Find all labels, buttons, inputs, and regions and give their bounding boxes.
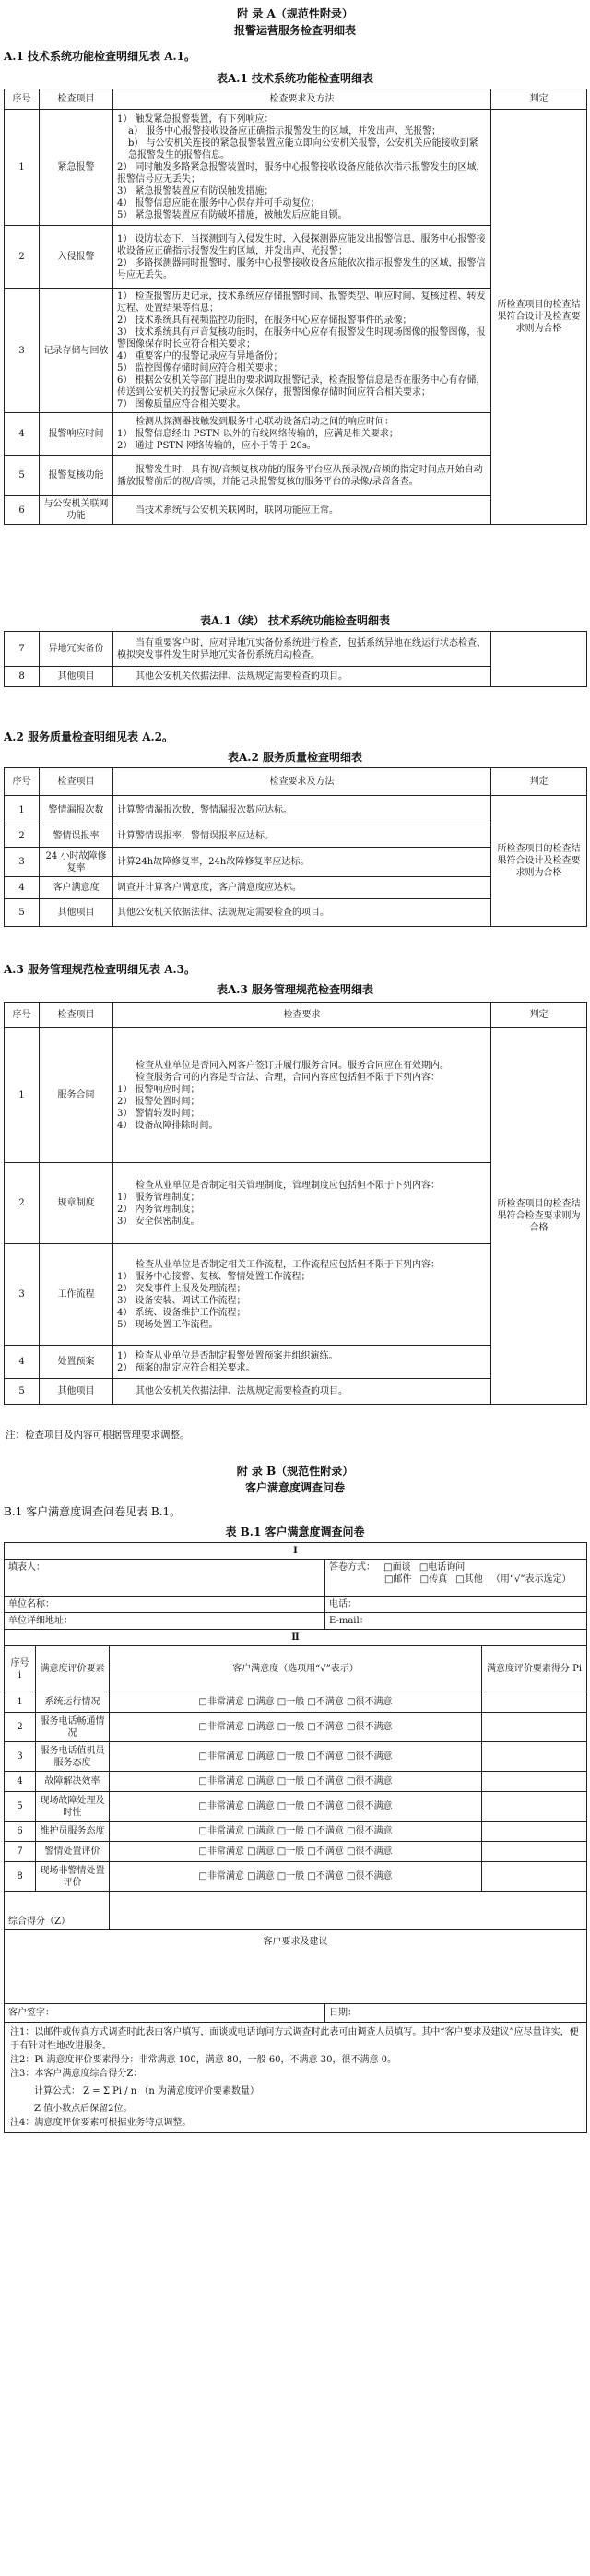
table-row: 1 警情漏报次数 计算警情漏报次数，警情漏报次数应达标。 所检查项目的检查结果符合设计及检查要求则为合格	[5, 796, 587, 825]
table-a1-header-no: 序号	[5, 89, 40, 110]
checkbox-fax[interactable]: □传真	[419, 1574, 448, 1585]
checkbox-mail[interactable]: □邮件	[384, 1574, 412, 1585]
checkbox-visit[interactable]: □面谈	[384, 1562, 411, 1573]
col-item: 满意度评价要素	[36, 1646, 110, 1692]
table-a1	[4, 89, 587, 525]
table-a1-cont	[4, 631, 587, 687]
checkbox-other[interactable]: □其他	[455, 1574, 483, 1585]
table-a3: 序号 检查项目 检查要求 判定 1 服务合同 检查从业单位是否同入网客户签订并履行服务合同。服务合同应在有效期内。 检查服务合同的内容是否合法、合理，合同内容应包括但不限于下列内容： 1） 报警响应时间； 2） 报警处置时间； 3） 警情转发时间； 4） 设备故障排除时间。 所检查项目的检查结果符合检查要求则为合格 2 规章制度 检查从业单位是否制定相关管理制度，管理制度应包括但不限于下列内容： 1） 服务管理制度； 2） 内务管理制度； 3） 安全保密制度。 3 工作流程 检查从业单位是否制定相关工作流程，工作流程应包括但不限于下列内容： 1） 服务中心接警、复核、警情处置工作流程； 2） 突发事件上报及处理流程； 3） 设备安装、调试工作流程； 4） 系统、设备维护工作流程； 5） 现场处置工作流程。 4 处置预案 1） 检查从业单位是否制定报警处置预案并组织演练。 2） 预案的制定应符合相关要求。 5 其他项目 其他公安机关依据法律、法规规定需要检查的项目。	[4, 1002, 587, 1405]
appendix-b-subtitle: 客户满意度调查问卷	[244, 1481, 345, 1494]
table-row: 5 其他项目 其他公安机关依据法律、法规规定需要检查的项目。	[5, 1379, 587, 1405]
table-a1-cont-caption: 表A.1（续） 技术系统功能检查明细表	[199, 614, 391, 627]
date-label: 日期：	[325, 2004, 587, 2023]
table-a1-caption: 表A.1 技术系统功能检查明细表	[216, 72, 374, 85]
table-row: 3 工作流程 检查从业单位是否制定相关工作流程，工作流程应包括但不限于下列内容： 1） 服务中心接警、复核、警情处置工作流程； 2） 突发事件上报及处理流程； 3） 设备安装、调试工作流程； 4） 系统、设备维护工作流程； 5） 现场处置工作流程。	[5, 1244, 587, 1346]
section-a2-intro: A.2 服务质量检查明细见表 A.2。	[4, 730, 174, 743]
table-row: 4 处置预案 1） 检查从业单位是否制定报警处置预案并组织演练。 2） 预案的制定应符合相关要求。	[5, 1346, 587, 1379]
table-a1-judge: 所检查项目的检查结果符合设计及检查要求则为合格	[491, 110, 587, 525]
rating-options[interactable]: □非常满意 □满意 □一般 □不满意 □很不满意	[110, 1822, 482, 1842]
answer-method: 答卷方式： □面谈 □电话询问 □邮件 □传真 □其他 （用“√”表示选定）	[325, 1560, 587, 1597]
table-row: 3 记录存储与回放 1） 检查报警历史记录，技术系统应存储报警时间、报警类型、响应时间、复核过程、转发过程、处置结果等信息； 2） 技术系统具有视频监控功能时，在服务中心应存储报警事件的录像； 3） 技术系统具有声音复核功能时，在服务中心应存有报警发生时现场图像的报警图像，报警图像保存时长应符合相关要求； 4） 重要客户的报警记录应有异地备份； 5） 监控图像存储时间应符合相关要求； 6） 根据公安机关等部门提出的要求调取报警记录，检查报警信息是否在服务中心有存储，传送到公安机关的报警记录应永久保存，报警图像存储时间应符合相关要求； 7） 图像质量应符合相关要求。	[5, 289, 587, 413]
table-row: 2 入侵报警 1） 设防状态下，当探测到有入侵发生时，入侵探测器应能发出报警信息，服务中心报警接收设备应正确指示报警发生的区域，并发出声、光报警； 2） 多路探测器同时报警时，服务中心报警接收设备应能依次指示报警发生的区域，报警信号应无丢失。	[5, 226, 587, 289]
table-a3-note: 注：检查项目及内容可根据管理要求调整。	[6, 1430, 190, 1441]
table-a3-caption: 表A.3 服务管理规范检查明细表	[216, 983, 374, 996]
section-b1-intro: B.1 客户满意度调查问卷见表 B.1。	[4, 1505, 182, 1518]
table-row: 3 服务电话值机员服务态度 □非常满意 □满意 □一般 □不满意 □很不满意	[5, 1742, 587, 1772]
score-cell[interactable]	[482, 1772, 587, 1792]
table-a3-judge: 所检查项目的检查结果符合检查要求则为合格	[491, 1028, 587, 1405]
rating-options[interactable]: □非常满意 □满意 □一般 □不满意 □很不满意	[110, 1692, 482, 1713]
section-a1-intro: A.1 技术系统功能检查明细见表 A.1。	[4, 50, 196, 63]
rating-options[interactable]: □非常满意 □满意 □一般 □不满意 □很不满意	[110, 1792, 482, 1822]
table-row: 2 警情误报率 计算警情误报率，警情误报率应达标。	[5, 825, 587, 848]
formula: 计算公式： Z = Σ Pi / n （n 为满意度评价要素数量）	[34, 2086, 260, 2096]
col-no: 序号 i	[5, 1646, 36, 1692]
section-a3-intro: A.3 服务管理规范检查明细见表 A.3。	[4, 963, 196, 976]
table-row: 7 异地冗实备份 当有重要客户时，应对异地冗实备份系统进行检查，包括系统异地在线运行状态检查、模拟突发事件发生时异地冗实备份系统启动检查。	[5, 632, 587, 667]
score-cell[interactable]	[482, 1713, 587, 1742]
table-row: 7 警情处置评价 □非常满意 □满意 □一般 □不满意 □很不满意	[5, 1842, 587, 1862]
score-cell[interactable]	[482, 1862, 587, 1892]
rating-options[interactable]: □非常满意 □满意 □一般 □不满意 □很不满意	[110, 1842, 482, 1862]
suggestion-label: 客户要求及建议	[263, 1937, 328, 1947]
table-row: 1 紧急报警 1） 触发紧急报警装置，有下列响应： a） 服务中心报警接收设备应正确指示报警发生的区域，并发出声、光报警； b） 与公安机关连接的紧急报警装置应能立即向公安机关报警，公安机关应能接收到紧急报警发生的报警信息。 2） 同时触发多路紧急报警装置时，服务中心报警接收设备应能依次指示报警发生的区域，报警信号应无丢失； 3） 紧急报警装置应有防误触发措施； 4） 报警信息应能在服务中心保存并可手动复位； 5） 紧急报警装置应有防破坏措施，被触发后应能自锁。 所检查项目的检查结果符合设计及检查要求则为合格	[5, 110, 587, 226]
table-a1-header-item: 检查项目	[40, 89, 113, 110]
table-b1-caption: 表 B.1 客户满意度调查问卷	[225, 1525, 365, 1538]
unit-name-label: 单位名称：	[5, 1597, 325, 1613]
table-row: 6 与公安机关联网功能 当技术系统与公安机关联网时，联网功能应正常。	[5, 496, 587, 525]
table-a1-header-method: 检查要求及方法	[113, 89, 491, 110]
appendix-a-subtitle: 报警运营服务检查明细表	[233, 24, 356, 37]
score-cell[interactable]	[482, 1842, 587, 1862]
col-score: 满意度评价要素得分 Pi	[482, 1646, 587, 1692]
score-cell[interactable]	[482, 1692, 587, 1713]
table-row: 6 维护员服务态度 □非常满意 □满意 □一般 □不满意 □很不满意	[5, 1822, 587, 1842]
appendix-a-title: 附 录 A（规范性附录）	[237, 7, 353, 20]
col-level: 客户满意度（选项用“√”表示）	[110, 1646, 482, 1692]
address-label: 单位详细地址：	[5, 1613, 325, 1630]
table-row: 4 故障解决效率 □非常满意 □满意 □一般 □不满意 □很不满意	[5, 1772, 587, 1792]
signature-label: 客户签字：	[5, 2004, 325, 2023]
table-row: 8 其他项目 其他公安机关依据法律、法规规定需要检查的项目。	[5, 667, 587, 687]
score-cell[interactable]	[482, 1822, 587, 1842]
table-row: 5 其他项目 其他公安机关依据法律、法规规定需要检查的项目。	[5, 899, 587, 927]
table-a1-header-judge: 判定	[491, 89, 587, 110]
phone-label: 电话：	[325, 1597, 587, 1613]
table-row: 1 服务合同 检查从业单位是否同入网客户签订并履行服务合同。服务合同应在有效期内。 检查服务合同的内容是否合法、合理，合同内容应包括但不限于下列内容： 1） 报警响应时间； 2） 报警处置时间； 3） 警情转发时间； 4） 设备故障排除时间。 所检查项目的检查结果符合检查要求则为合格	[5, 1028, 587, 1163]
part-i: Ⅰ	[5, 1543, 587, 1560]
score-cell[interactable]	[482, 1742, 587, 1772]
appendix-b-title: 附 录 B（规范性附录）	[236, 1465, 354, 1478]
table-row: 1 系统运行情况 □非常满意 □满意 □一般 □不满意 □很不满意	[5, 1692, 587, 1713]
rating-options[interactable]: □非常满意 □满意 □一般 □不满意 □很不满意	[110, 1713, 482, 1742]
table-row: 3 24 小时故障修复率 计算24h故障修复率，24h故障修复率应达标。	[5, 848, 587, 877]
table-a2-judge: 所检查项目的检查结果符合设计及检查要求则为合格	[491, 796, 587, 927]
rating-options[interactable]: □非常满意 □满意 □一般 □不满意 □很不满意	[110, 1772, 482, 1792]
part-ii: Ⅱ	[5, 1630, 587, 1646]
table-a2-caption: 表A.2 服务质量检查明细表	[227, 751, 363, 764]
suggestion-area[interactable]	[5, 1930, 587, 2004]
total-score-label: 综合得分（Z）	[5, 1892, 110, 1930]
table-row: 4 客户满意度 调查并计算客户满意度，客户满意度应达标。	[5, 877, 587, 899]
table-a2: 序号 检查项目 检查要求及方法 判定 1 警情漏报次数 计算警情漏报次数，警情漏报次数应达标。 所检查项目的检查结果符合设计及检查要求则为合格 2 警情误报率 计算警情误报率，警情误报率应达标。 3 24 小时故障修复率 计算24h故障修复率，24h故障修复率应达标。 4 客户满意度 调查并计算客户满意度，客户满意度应达标。 5 其他项目 其他公安机关依据法律、法规规定需要检查的项目。	[4, 767, 587, 927]
table-row: 5 报警复核功能 报警发生时，具有视/音频复核功能的服务平台应从预录视/音频的指定时间点开始自动播放报警前后的视/音频，并能记录报警复核的服务平台的录像/录音备查。	[5, 456, 587, 496]
score-cell[interactable]	[482, 1792, 587, 1822]
table-b1-notes: 注1：以邮件或传真方式调查时此表由客户填写，面谈或电话询问方式调查时此表可由调查人员填写。其中“客户要求及建议”应尽量详实，便于有针对性地改进服务。 注2：Pi 满意度评价要素得分：非常满意 100，满意 80，一般 60，不满意 30，很不满意 0。 注3：本客户满意度综合得分Z： 计算公式： Z = Σ Pi / n （n 为满意度评价要素数量） Z 值小数点后保留2位。 注4：满意度评价要素可根据业务特点调整。	[5, 2023, 587, 2133]
rating-options[interactable]: □非常满意 □满意 □一般 □不满意 □很不满意	[110, 1862, 482, 1892]
email-label: E-mail：	[325, 1613, 587, 1630]
total-score-cell[interactable]	[110, 1892, 587, 1930]
filler-label: 填表人：	[5, 1560, 325, 1597]
rating-options[interactable]: □非常满意 □满意 □一般 □不满意 □很不满意	[110, 1742, 482, 1772]
table-row: 5 现场故障处理及时性 □非常满意 □满意 □一般 □不满意 □很不满意	[5, 1792, 587, 1822]
table-row: 8 现场非警情处置评价 □非常满意 □满意 □一般 □不满意 □很不满意	[5, 1862, 587, 1892]
table-row: 4 报警响应时间 检测从探测器被触发到服务中心联动设备启动之间的响应时间： 1） 报警信息经由 PSTN 以外的有线网络传输的，应满足相关要求； 2） 通过 PSTN 网络传输的，应小于等于 20s。	[5, 413, 587, 456]
table-b1	[4, 1542, 587, 2133]
checkbox-phone[interactable]: □电话询问	[419, 1562, 466, 1573]
table-row: 2 服务电话畅通情况 □非常满意 □满意 □一般 □不满意 □很不满意	[5, 1713, 587, 1742]
table-row: 2 规章制度 检查从业单位是否制定相关管理制度，管理制度应包括但不限于下列内容： 1） 服务管理制度； 2） 内务管理制度； 3） 安全保密制度。	[5, 1163, 587, 1244]
